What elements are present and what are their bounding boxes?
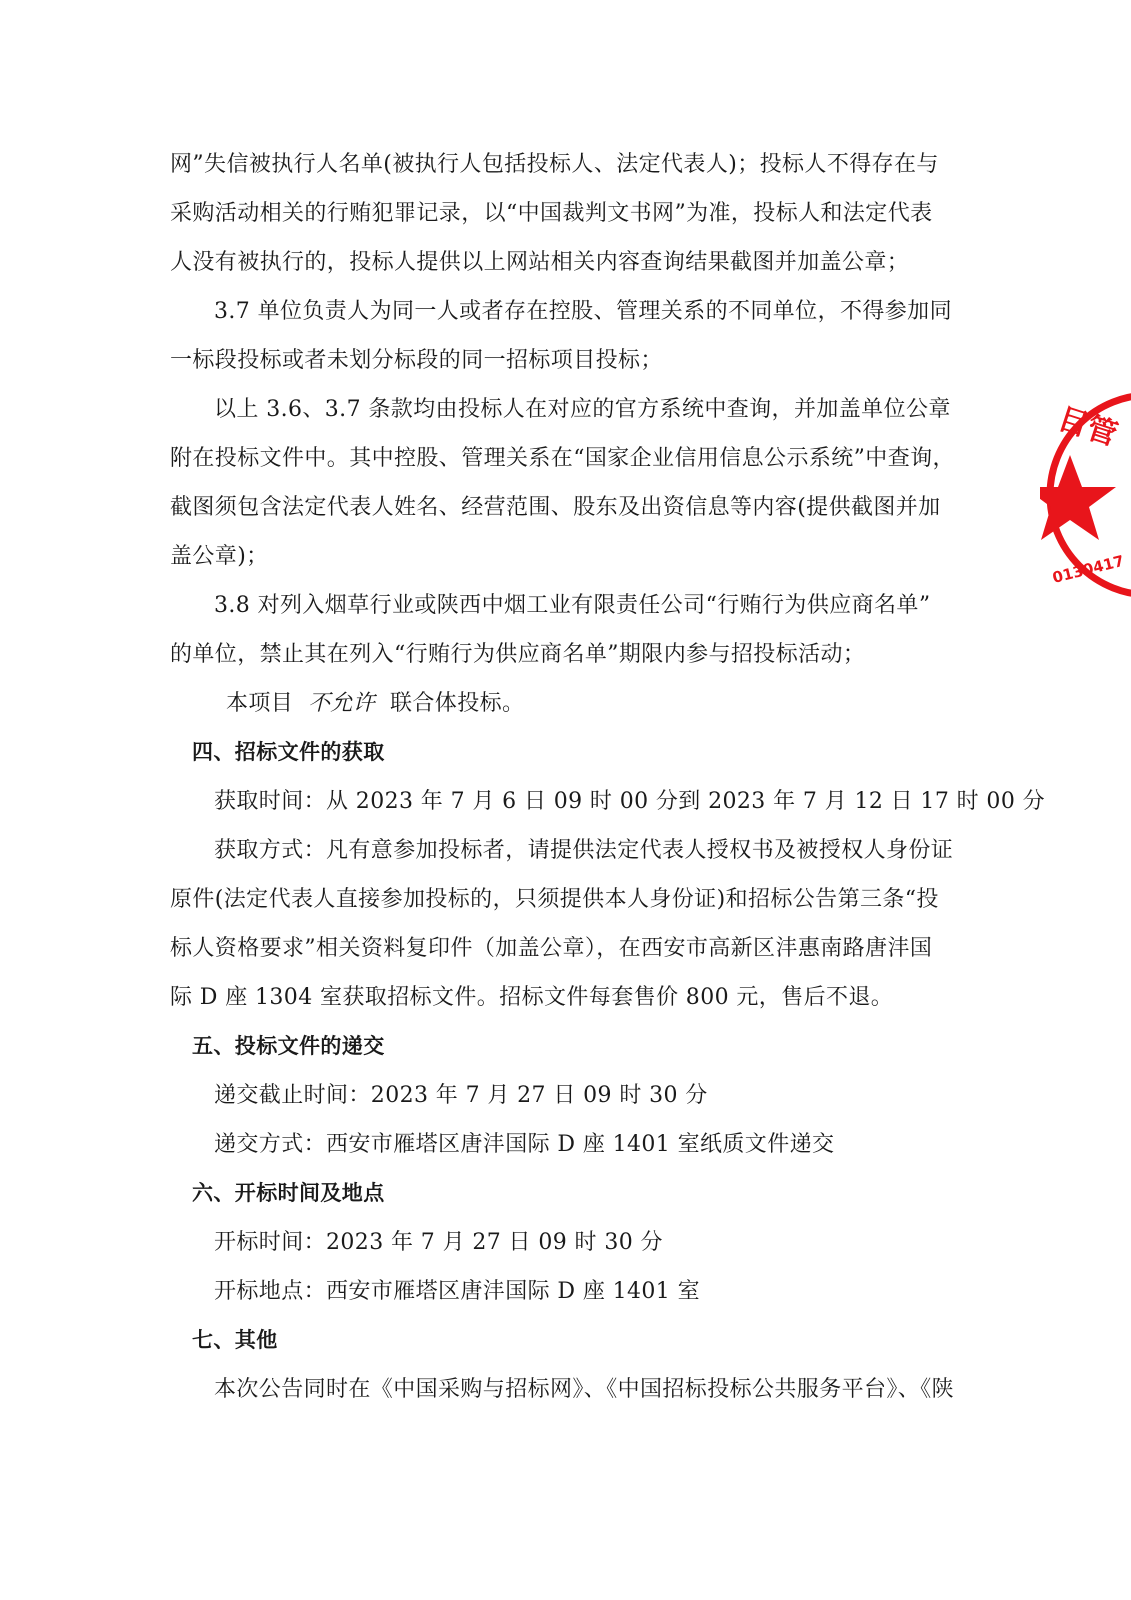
paragraph-line: 开标地点：西安市雁塔区唐沣国际 D 座 1401 室 — [214, 1279, 701, 1304]
paragraph-line: 盖公章)； — [170, 544, 269, 569]
paragraph-line: 的单位，禁止其在列入“行贿行为供应商名单”期限内参与招投标活动； — [170, 642, 866, 667]
paragraph-line: 标人资格要求”相关资料复印件（加盖公章），在西安市高新区沣惠南路唐沣国 — [170, 936, 933, 961]
paragraph-line: 际 D 座 1304 室获取招标文件。招标文件每套售价 800 元，售后不退。 — [170, 985, 894, 1010]
paragraph-line: 一标段投标或者未划分标段的同一招标项目投标； — [170, 348, 663, 373]
paragraph-line: 3.8 对列入烟草行业或陕西中烟工业有限责任公司“行贿行为供应商名单” — [214, 593, 931, 618]
paragraph-line: 开标时间：2023 年 7 月 27 日 09 时 30 分 — [214, 1230, 663, 1255]
official-seal-icon — [1040, 385, 1131, 615]
section-heading-7: 七、其他 — [192, 1328, 278, 1352]
section-heading-5: 五、投标文件的递交 — [192, 1034, 385, 1058]
paragraph-line: 原件(法定代表人直接参加投标的，只须提供本人身份证)和招标公告第三条“投 — [170, 887, 939, 912]
consortium-line — [170, 679, 960, 728]
consortium-prefix: 本项目 — [226, 691, 294, 716]
seal-text-top: 目管 — [1053, 401, 1122, 454]
paragraph-line: 以上 3.6、3.7 条款均由投标人在对应的官方系统中查询，并加盖单位公章 — [214, 397, 951, 422]
paragraph-line: 递交方式：西安市雁塔区唐沣国际 D 座 1401 室纸质文件递交 — [214, 1132, 835, 1157]
section-heading-4: 四、招标文件的获取 — [192, 740, 385, 764]
document-body — [170, 140, 1046, 1414]
paragraph-line: 本次公告同时在《中国采购与招标网》、《中国招标投标公共服务平台》、《陕 — [214, 1377, 955, 1402]
paragraph-line: 3.7 单位负责人为同一人或者存在控股、管理关系的不同单位，不得参加同 — [214, 299, 952, 324]
paragraph-line: 获取方式：凡有意参加投标者，请提供法定代表人授权书及被授权人身份证 — [214, 838, 954, 863]
consortium-suffix: 联合体投标。 — [390, 691, 525, 716]
paragraph-line: 采购活动相关的行贿犯罪记录，以“中国裁判文书网”为准，投标人和法定代表 — [170, 201, 933, 226]
paragraph-line: 截图须包含法定代表人姓名、经营范围、股东及出资信息等内容(提供截图并加 — [170, 495, 941, 520]
paragraph-line: 人没有被执行的，投标人提供以上网站相关内容查询结果截图并加盖公章； — [170, 250, 910, 275]
section-heading-6: 六、开标时间及地点 — [192, 1181, 385, 1205]
paragraph-line: 获取时间：从 2023 年 7 月 6 日 09 时 00 分到 2023 年 7 月 12 日 17 时 00 分 — [214, 789, 1046, 814]
paragraph-line: 附在投标文件中。其中控股、管理关系在“国家企业信用信息公示系统”中查询， — [170, 446, 955, 471]
consortium-value: 不允许 — [308, 691, 376, 716]
seal-text-bottom: 0130417 — [1050, 551, 1126, 587]
paragraph-line: 递交截止时间：2023 年 7 月 27 日 09 时 30 分 — [214, 1083, 708, 1108]
paragraph-line: 网”失信被执行人名单(被执行人包括投标人、法定代表人)；投标人不得存在与 — [170, 152, 939, 177]
